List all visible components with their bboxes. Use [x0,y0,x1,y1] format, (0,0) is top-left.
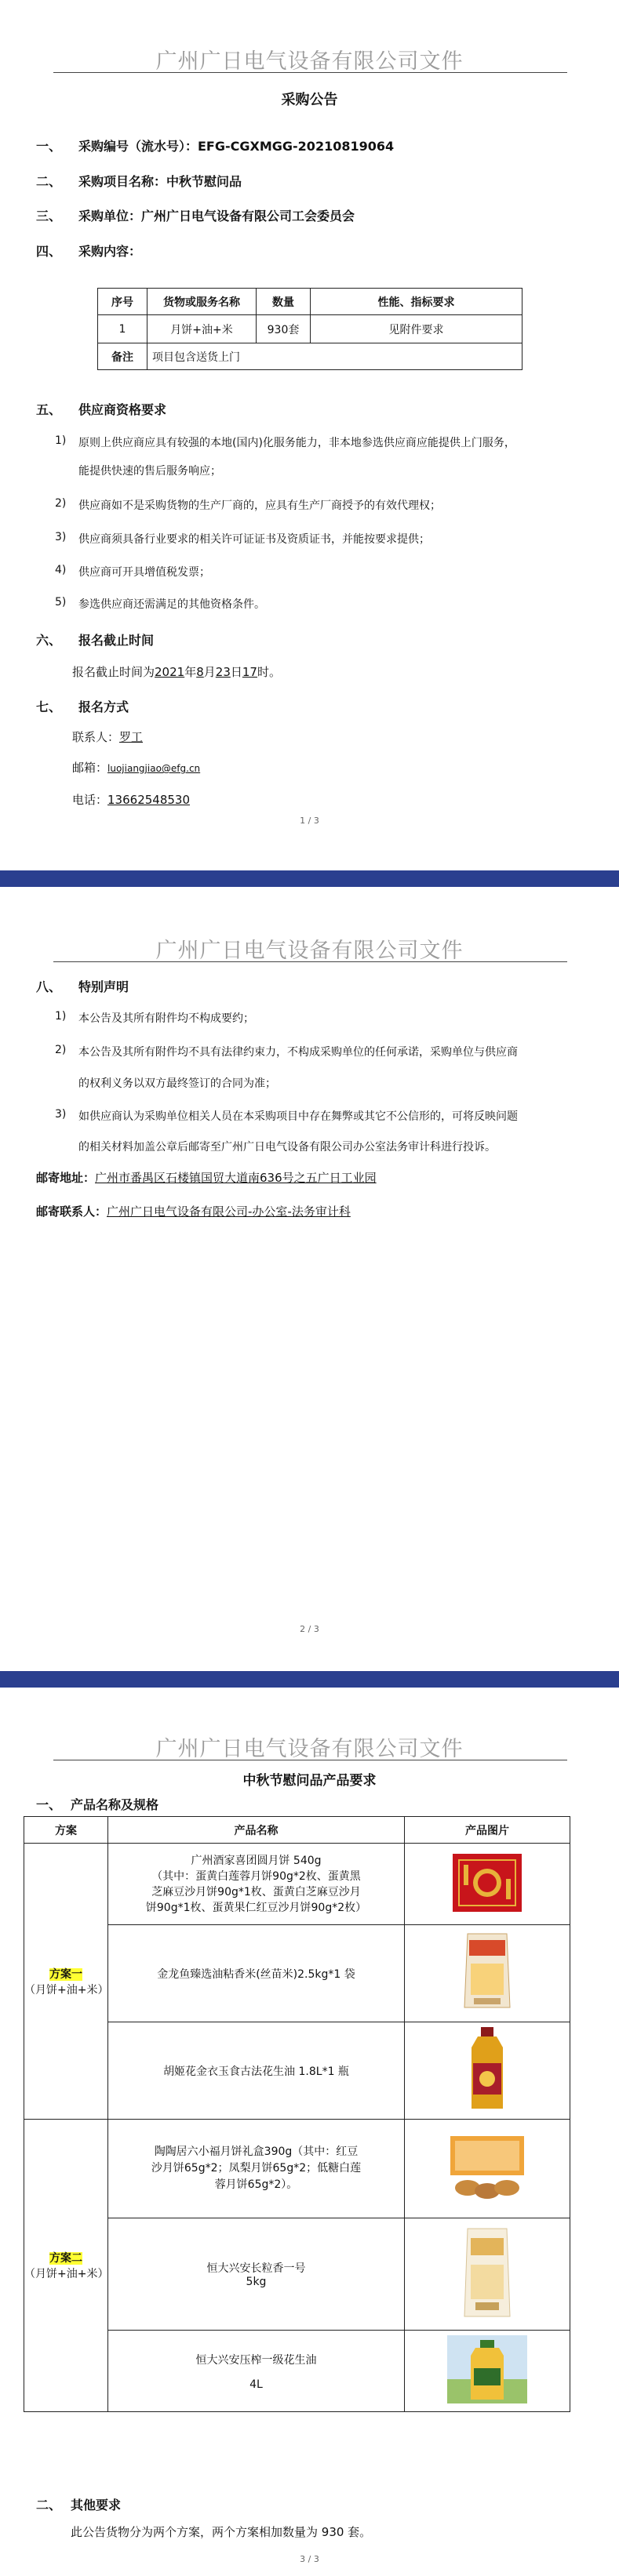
item-num: 3) [55,1108,67,1121]
project-name: 采购项目名称：中秋节慰问品 [78,174,242,189]
product-image-cell [405,2331,570,2412]
page-number: 1 / 3 [300,816,319,826]
section-heading: 特别声明 [78,979,129,994]
product-cell: 恒大兴安长粒香一号 5kg [108,2218,405,2331]
plan-cell [24,1844,108,2120]
section-num: 七、 [36,699,62,714]
req-text: 能提供快速的售后服务响应； [78,465,221,478]
req-num: 3) [55,531,67,543]
table-cell: 月饼+油+米 [147,315,257,343]
item-text: 的权利义务以双方最终签订的合同为准； [78,1077,276,1090]
item-text: 本公告及其所有附件均不构成要约； [78,1012,254,1025]
product-image-cell [405,2120,570,2218]
mooncake-box-image [448,1848,526,1918]
page-title: 采购公告 [281,92,338,108]
section-heading: 其他要求 [71,2498,122,2512]
mailing-contact: 邮寄联系人：广州广日电气设备有限公司-办公室-法务审计科 [36,1204,351,1219]
product-image-cell [405,1925,570,2022]
req-text: 原则上供应商应具有较强的本地(国内)化服务能力，非本地参选供应商应能提供上门服务， [78,437,515,449]
section-num: 五、 [36,402,62,417]
peanut-oil-image [444,2332,530,2407]
section-num: 一、 [36,139,62,154]
other-requirement: 此公告货物分为两个方案，两个方案相加数量为 930 套。 [71,2525,372,2539]
plan-name: 方案一 [49,1967,82,1981]
item-num: 2) [55,1044,67,1056]
section-num: 八、 [36,979,62,994]
table-header: 方案 [24,1817,108,1844]
procurement-content: 采购内容： [78,244,142,259]
section-heading: 产品名称及规格 [71,1797,159,1812]
purchasing-unit: 采购单位：广州广日电气设备有限公司工会委员会 [78,209,355,223]
table-header: 货物或服务名称 [147,289,257,315]
item-num: 1) [55,1010,67,1023]
section-heading: 报名截止时间 [78,633,155,648]
table-header: 序号 [98,289,147,315]
req-text: 参选供应商还需满足的其他资格条件。 [78,598,265,611]
plan-cell [24,2120,108,2412]
page-2 [0,887,619,1671]
letterhead: 广州广日电气设备有限公司文件 [155,1737,464,1761]
table-header: 数量 [257,289,311,315]
rice-bag-image [460,2224,515,2322]
letterhead: 广州广日电气设备有限公司文件 [155,49,464,74]
phone-line: 电话：13662548530 [72,793,190,807]
header-rule [53,72,567,73]
procurement-number: 采购编号（流水号）：EFG-CGXMGG-20210819064 [78,139,395,154]
item-text: 如供应商认为采购单位相关人员在本采购项目中存在舞弊或其它不公信形的，可将反映问题 [78,1110,518,1123]
header-rule [53,961,567,962]
page-separator [0,1671,619,1688]
oil-bottle-image [464,2024,511,2114]
table-header: 产品名称 [108,1817,405,1844]
procurement-table [97,288,523,370]
req-text: 供应商须具备行业要求的相关许可证证书及资质证书，并能按要求提供； [78,533,430,546]
contact-line: 联系人：罗工 [72,730,144,744]
page-number: 3 / 3 [300,2554,319,2564]
email-line: 邮箱：luojiangjiao@efg.cn [72,761,201,775]
item-text: 的相关材料加盖公章后邮寄至广州广日电气设备有限公司办公室法务审计科进行投诉。 [78,1141,496,1154]
section-num: 一、 [36,1797,62,1812]
mailing-address: 邮寄地址：广州市番禺区石楼镇国贸大道南636号之五广日工业园 [36,1171,377,1185]
section-num: 二、 [36,2498,62,2512]
table-cell: 1 [98,315,147,343]
product-image-cell [405,2218,570,2331]
plan-sub: （月饼+油+米） [24,2268,109,2280]
note-value: 项目包含送货上门 [147,343,523,370]
deadline-text: 报名截止时间为2021年8月23日17时。 [72,665,281,679]
req-num: 4) [55,564,67,576]
product-cell: 胡姬花金衣玉食古法花生油 1.8L*1 瓶 [108,2022,405,2120]
req-text: 供应商可开具增值税发票； [78,566,210,579]
req-text: 供应商如不是采购货物的生产厂商的，应具有生产厂商授予的有效代理权； [78,500,441,512]
section-num: 二、 [36,174,62,189]
table-header: 性能、指标要求 [311,289,523,315]
section-num: 三、 [36,209,62,223]
product-table [24,1816,570,2412]
plan-sub: （月饼+油+米） [24,1983,109,1996]
plan-name: 方案二 [49,2252,82,2265]
page-3 [0,1688,619,2576]
note-label: 备注 [98,343,147,370]
product-cell: 陶陶居六小福月饼礼盒390g（其中：红豆 沙月饼65g*2；凤梨月饼65g*2；低糖白莲 蓉月饼65g*2）。 [108,2120,405,2218]
page-1 [0,0,619,870]
section-heading: 供应商资格要求 [78,402,167,417]
page-number: 2 / 3 [300,1624,319,1634]
section-num: 四、 [36,244,62,259]
product-image-cell [405,1844,570,1925]
product-cell: 广州酒家喜团圆月饼 540g （其中：蛋黄白莲蓉月饼90g*2枚、蛋黄黑 芝麻豆沙月饼90g*1枚、蛋黄白芝麻豆沙月 饼90g*1枚、蛋黄果仁红豆沙月饼90g*2枚） [108,1844,405,1925]
section-heading: 报名方式 [78,699,129,714]
product-image-cell [405,2022,570,2120]
table-cell: 930套 [257,315,311,343]
table-header: 产品图片 [405,1817,570,1844]
item-text: 本公告及其所有附件均不具有法律约束力，不构成采购单位的任何承诺，采购单位与供应商 [78,1046,518,1059]
page-title: 中秋节慰问品产品要求 [242,1773,377,1789]
req-num: 2) [55,497,67,510]
page-separator [0,870,619,887]
section-num: 六、 [36,633,62,648]
req-num: 1) [55,434,67,447]
req-num: 5) [55,596,67,609]
mooncake-giftbox-image [444,2128,530,2207]
rice-bag-image [460,1929,515,2015]
table-cell: 见附件要求 [311,315,523,343]
product-cell: 恒大兴安压榨一级花生油 4L [108,2331,405,2412]
product-cell: 金龙鱼臻选油粘香米(丝苗米)2.5kg*1 袋 [108,1925,405,2022]
letterhead: 广州广日电气设备有限公司文件 [155,939,464,963]
